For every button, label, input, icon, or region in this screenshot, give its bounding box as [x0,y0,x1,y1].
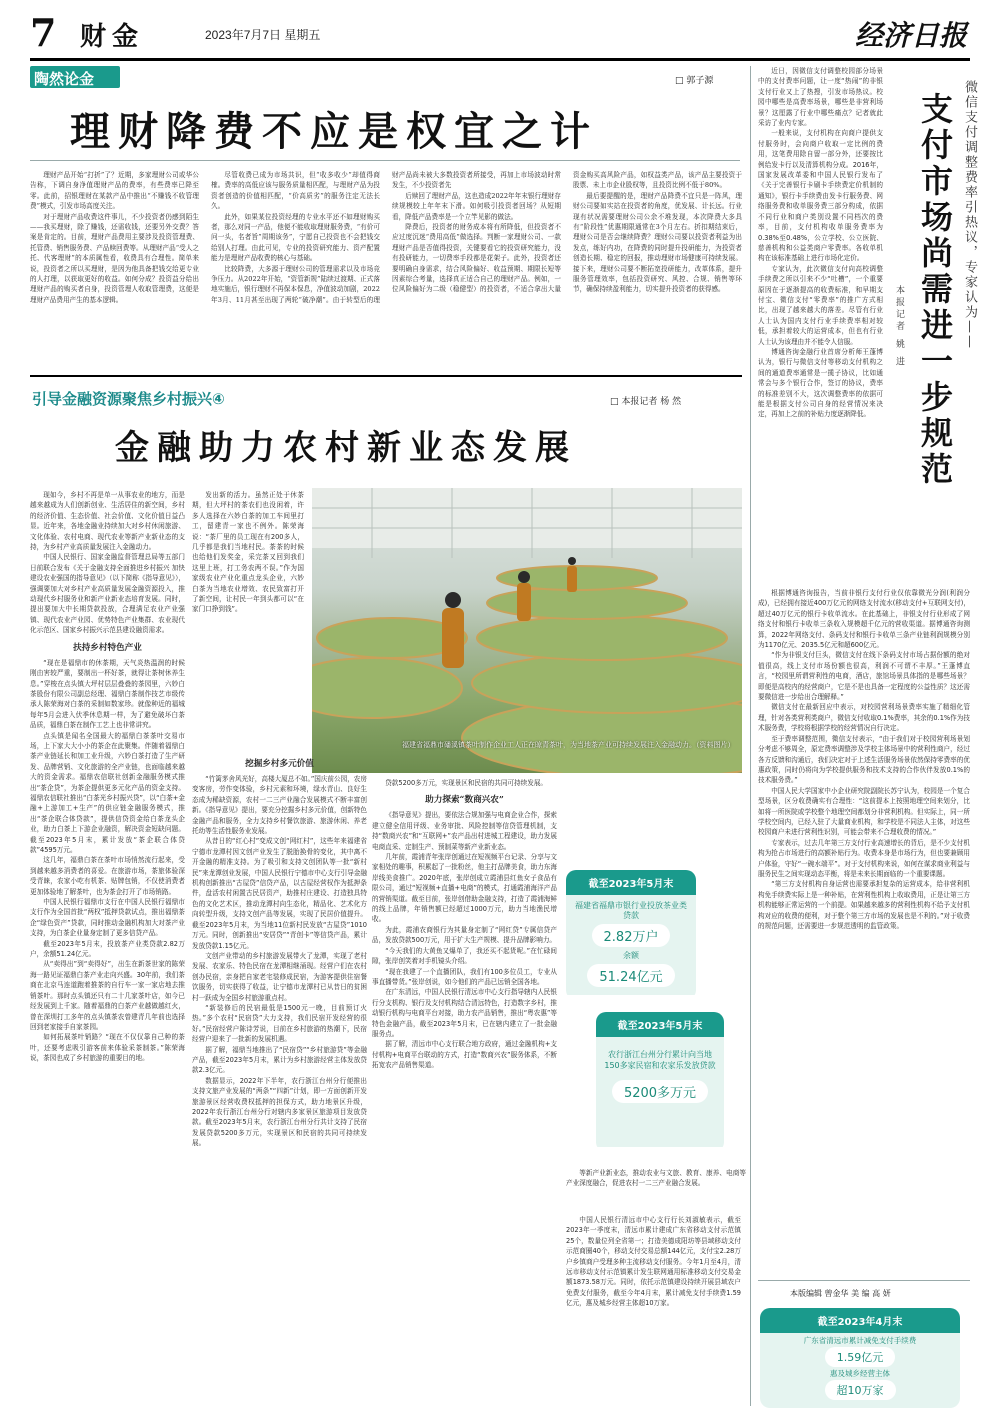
paragraph: 现如今，乡村不再是单一从事农业的地方，而是越来越成为人们创新创业、生活居住的新空间，乡村的经济价值、生态价值、社会价值、文化价值日益凸显。近年来，各地金融业持续加大对乡村休闲旅游、文化体验、农村电商、现代农业等新产业新业态的支持，为乡村产业高质量发展注入金融动力。 [30,491,185,552]
paragraph: 中国人民银行清远市中心支行行长刘淑敏表示，截至2023年一季度末，清远市累计建成广东省移动支付示范镇25个，数量位列全省第一；打造美德成阳坊等县域移动支付示范商圈40个，移动支付交易总额144亿元，支付宝2.28万户乡镇商户受理多种主流移动支付服务。今年1月至4月，清远市移动支付示范镇累计发生联网通用标准移动支付交易金额1873.58万元。同时，依托示范镇建设持续开展县域农户免费支付服务，截至今年4月末，累计减免支付手续费1.59亿元，惠及城乡经营主体超10万家。 [566,1216,741,1308]
paragraph: 从昔日的“红心村”变成文创“网红村”，这些年来福建省宁德市龙潭村因文创产业发生了脱胎换骨的变化，其中离不开金融的精准支持。为了吸引和支持文创团队等一批“新村民”来龙潭创业发展，中国人民银行宁德市中心支行引导金融机构创新推出“古屋贷”信贷产品，以古屋经营权作为抵押条件，盘活农村闲置古民居资产，助推村庄建设、打造独具特色的文化艺术区，推动龙潭村向生态化，精品化、艺术化方向转型升级，支持文创产品等发展，实现了民居价值提升。截至2023年5月末，为当地11位新村民发放“古屋贷”1010万元。同时，创新推出“安居贷”“青创卡”等信贷产品，累计发放贷款1.15亿元。 [192,837,367,950]
stat-box-fuding [566,870,696,1000]
paragraph: 近日，因微信支付调整校园部分场景中的支付费率问题，让一度“热闹”的非银支付行业又上了热搜，引发市场热议。校园中哪些是高费率场景，哪些是非营利场景？这厘露了行业中哪些痛点？记者就此采访了业内专家。 [758,67,883,128]
paragraph: 微信支付在最新回应中表示，对校园营利场景费率实施了精细化管理，针对各类营利类商户，微信支付收取0.1%费率，其余的0.1%作为技术服务费，学校将根据学校的经营情况自行决定。 [758,703,970,733]
stat-label: 惠及城乡经营主体 [830,1369,890,1378]
divider-1 [30,160,740,161]
masthead [0,0,1000,62]
article-1-body [30,170,742,370]
column-author: □ 郭子源 [675,76,714,86]
article-3-bottom [758,588,970,1278]
paragraph: 贷款5200多万元，实现景区和民宿的共同可持续发展。 [385,779,548,787]
paragraph: 为此，霞浦农商银行为其量身定制了“网红贷”专属信贷产品，发放贷款500万元，用于扩大生产规模、提升品牌影响力。 [372,925,557,945]
paragraph: “今天我们的大黄鱼又爆单了，我还买不起货呢。”在忙碌间隙，张岸创笑着对手机镜头介绍。 [372,946,557,966]
paragraph: 截至2023年5月末，投放茶产业类贷款2.82万户，余额51.24亿元。 [30,939,185,959]
paragraph: “现在我建了一个直播团队，我们有100多位员工，专业从事直播带货。”张岸创说，如今他们的产品已远销全国各地。 [372,967,557,986]
editor-divider [758,1280,970,1281]
article-2-col-c [192,752,367,1407]
stat-box-taizhou [596,1012,724,1152]
headline-1: 理财降费不应是权宜之计 [70,108,598,155]
paragraph: 据了解，福鼎当地推出了“民宿贷”“乡村旅游贷”等金融产品，截至2023年5月末，累计为乡村旅游经营主体发放贷款2.3亿元。 [192,1045,367,1075]
paragraph: 几年前，霞浦青年张岸创通过在短视频平台记录、分享与文家相处的趣事，积累起了一批粉丝，他主打品牌美食，助力东海岸线美食推广。2020年底，张岸创成立霞浦县红鱼女子食品有限公司，通过“短视频+直播+电商”的模式，打通霞浦海洋产品的营销渠道。截至目前，张岸创借助金融支持，打造了霞浦海鲜的线上品牌，年销售额已经超过1000万元，助力当地渔民增收。 [372,853,557,924]
paragraph: 等新产业新业态，推动农业与文旅、教育、康养、电商等产业深度融合，促进农村一二三产业融合发展。 [566,1169,746,1188]
paragraph: 中国人民银行福鼎市支行在中国人民银行福鼎市支行作为全国首批“两权”抵押贷款试点，推出福鼎茶企“绿色资产”贷款，同时推动金融机构加大对茶产业支持，为白茶企业量身定制了更多信贷产品。 [30,898,185,938]
paper-logo: 经济日报 [855,19,968,52]
paragraph: 专家表示，过去几年第三方支付行业高速增长的背后，是不少支付机构为抢占市场进行的高额补贴行为。收费本身是市场行为，但也要兼顾用户体验，守好“一碗水端平”。对于支付机构来说，如何在谋求商业利益与服务民生之间实现动态平衡，将是未来长期面临的一个重要课题。 [758,838,970,878]
paragraph: “作为非银支付巨头，微信支付在线下条码支付市场占据份额的绝对值很高，线上支付市场份额也很高，利润不可谓不丰厚。”王蓬博直言，“校园里所谓营利性的电商，酒店，旅馆场景具体指的是哪些场景？即便是高校内的经营商户，它是不是也具备一定程度的公益性质？这还需要微信进一步给出合理解释。” [758,651,970,702]
subhead: 挖掘乡村多元价值 [245,759,314,769]
editor-credit: 本版编辑 曾金华 美 编 高 妍 [790,1289,891,1298]
paragraph: 从“卖得出”到“卖得好”，出生在新茶世家的陈荣海一路见证福鼎白茶产业走向兴盛。30年前，我们茶商在北京马连道跑着推茶的自行车一家一家店地去推销茶叶。那时点头镇还只有二十几家茶叶店，如今已经发展到上千家。随着福鼎的白茶产业越做越红火，曾在深圳打工多年的点头镇茶农曾建青几年前也选择回到老家接手自家茶园。 [30,960,185,1031]
paragraph: 比较降费，大多源于理财公司的管理需求以及市场竞争压力。从2022年开始，“资管新规”陆续过渡期、正式落地实施后，银行理财不再保本保息，净值波动加剧，2022年3月、11月甚至出现了两轮“破净潮”。由于转型后的理财产品尚未被大多数投资者所接受，再加上市场波动时常发生，不少投资者先 [211,171,561,304]
stat-head: 截至2023年4月末 [760,1308,960,1333]
photo-illustration [312,488,742,773]
paragraph: “现在是福鼎市的休茶期，天气炎热温润的时候刚由害较严重，要制出一杯好茶，就得让茶树休养生息。”穿梭在点头镇大坪村层层叠叠的茶园里，六妙白茶股份有限公司副总经理、福鼎白茶制作技艺市级传承人陈荣海对白茶的采制如数家珍。就像种近的福城每年5月会进入伏季休息期一样，为了避免破坏白茶品质，福鼎白茶在制作工艺上也非常讲究。 [30,658,185,730]
article-2-col-a [30,490,185,1405]
paragraph: 专家认为，此次微信支付向高校调整手续费之所以引来不少“吐槽”，一个重要原因在于逐渐提高的收费标准，和早期支付宝、微信支付“零费率”的推广方式相比，出现了越来越大的落差。尽管有行业人士认为国内支付行业手续费率相对较低，承担着较大的运营成本，但也有行业人士认为该理由并不能令人信服。 [758,264,883,346]
paragraph: 一般来说，支付机构在向商户提供支付服务时，会向商户收取一定比例的费用，这笔费用除自留一部分外，还要按比例给发卡行以及清算机构分成。2016年，国家发展改革委和中国人民银行发布了《关于完善银行卡刷卡手续费定价机制的通知》，银行卡手续费由发卡行服务费、网络服务费和收单服务费三部分构成，依据不同行业和商户类别设置不同档次的费率，目前，支付机构收单服务费率为0.38%至0.48%，公立学校、公立医院、慈善机构和公益类商户零费率。各收单机构在该标准基础上进行市场化定价。 [758,129,883,263]
paragraph: 理财产品开始“打折”了？近期，多家理财公司或华公告称，下调自身净值理财产品的费率，有些费率已降至零。此前，招银理财在某款产品中推出“不赚钱不收管理费”模式，引发市场高度关注。 [30,171,199,211]
paragraph: 尽管收费已成为市场共识，但“收多收少”却值得商榷。费率的高低应该与服务质量相匹配，与理财产品为投资者创造的价值相匹配，“价高质劣”的服务注定无法长久。 [211,171,380,211]
column-label: 陶然论金 [34,70,95,88]
headline-2: 金融助力农村新业态发展 [115,428,577,468]
stat-value: 1.59亿元 [825,1347,896,1367]
stat-value: 2.82万户 [592,924,671,947]
column-divider [750,66,751,1406]
masthead-rule [30,58,970,61]
article-2-col-f [566,1215,741,1405]
stat-value: 5200多万元 [612,1080,708,1103]
subhead: 扶持乡村特色产业 [73,642,142,653]
photo-caption: 福建省福鼎市磻溪镇茶叶制作企业工人正在晾青茶叶，为当地茶产业可持续发展注入金融动力。（资料图片） [402,741,735,749]
paragraph: 数据显示，2022年下半年，农行浙江台州分行便推出支持文旅产业发展的“两条”“四新”计划，即一方面创新开发旅游景区经营收费权抵押的担保方式，助力地景区升级，2022年农行浙江台州分行对辖内多家景区旅游项目发放贷款。截至2023年5月末，农行浙江台州分行共计支持了民宿发展贷款5200多万元，实现景区和民宿的共同可持续发展。 [192,1076,367,1148]
paragraph: 后赎回了理财产品，这也造成2022年年末银行理财存续规模较上年年末下滑。如何吸引投资者回场？从短期看，降低产品费率是一个立竿见影的做法。 [392,191,561,221]
column-3-author: 本报记者 姚 进 [894,285,904,369]
series-label: 引导金融资源聚焦乡村振兴④ [32,390,225,408]
stat-value: 51.24亿元 [587,964,674,987]
stat-box-qingyuan [760,1308,960,1408]
stat-head: 截至2023年5月末 [566,870,696,895]
stat-head: 截至2023年5月末 [596,1012,724,1037]
article-2-author: □ 本报记者 杨 然 [610,397,682,407]
paragraph: “新装修后的民宿最低是1500元一晚，目前预订火热。”多个农村“民宿贷”大力支持，我们民宿开发经营的很好。”民宿经营户陈诗芳说，目前在乡村旅游的热潮下，民宿经营户迎来了一批新的发展机遇。 [192,1003,367,1044]
article-2-col-e [566,1168,746,1208]
paragraph: 对于理财产品收费这件事儿，不少投资者仍感到陌生——我买理财，除了赚钱，还需收钱，还要另外交费？答案是肯定的。目前，理财产品费用主要涉及投资管理费、托管费、销售服务费、产品赎回费等。从理财产品“受人之托、代客理财”的本质属性看，收费具有合理性。简单来说，投资者之所以买理财，是因为他具备把钱交给更专业的人打理，以获取更好的收益。如何分成？投资益分给出理财产品的购买者自身，投资管理人收取管理费，这便是理财产品费用产生的基本逻辑。 [30,212,199,304]
paragraph: 这几年，福鼎白茶在茶叶市场悄然流行起来，受到越来越多消费者的喜爱。在旅游市场，茶旅体验深受青睐，农家小吃有机茶、贴牌包销，不仅使消费者更加体验地了解茶叶，也为茶企打开了市场销路。 [30,856,185,896]
stat-sub: 农行浙江台州分行累计向当地150多家民宿和农家乐发放贷款 [604,1050,716,1070]
section-rule [30,375,742,377]
paragraph: 博通咨询金融行业首席分析师王蓬博认为，银行与微信支付等移动支付机构之间的通道费率通常是一揽子协议，比如通常会与多个银行合作，签订的协议，费率的标准差别不大，这次调整费率的依据可能是根据支付公司自身的经营情况来决定，再加上之前的补贴力度逐渐降低。 [758,347,883,419]
article-2-col-d [372,778,557,1403]
headline-3: 支付市场尚需进一步规范 [916,92,954,488]
paragraph: 点头镇是闻名全国最大的福鼎白茶茶叶交易市场，上下家大大小小的茶企在此聚集。伴随着福鼎白茶产业链延长和加工业升级，六妙白茶打造了生产研发、品牌营销、文化旅游的全产业链，也面临越来越大的资金需求。福鼎农信联社创新金融服务模式推出“茶企贷”，为茶企提供更多元化产品的资金支持。福鼎农信联社推出“白茶光乡村振兴贷”，以“白茶+金融+上游加工+生产”的供应链金融服务模式，推出“茶企联合体贷款”，提供信贷资金给白茶龙头企业，助力白茶上下游企业融资，解决资金短缺问题。截至2023年5月末，累计发放“茶企联合体贷款”4595万元。 [30,731,185,854]
paragraph: “第三方支付机构自身运营也需要承担复杂的运营成本，给非营利机构免手续费实际上是一种补贴，在营利性机构上收取费用，正是让第三方机构能够正常运营的一个前提。如果越来越多的营利性机构不给予支付机构对应的收费的便利，对于整个第三方市场的发展也是不利的。”对于收费的规范问题，还需要进一步规范透明的监管政策。 [758,880,970,930]
subhead: 助力探索“数商兴农” [425,795,504,806]
paragraph: 如何拓展茶叶销路？“现在不仅仅靠自己种的茶叶，还要考虑吸引游客前来体验采茶制茶。”陈荣海说，茶园也成了乡村旅游的重要目的地。 [30,1033,185,1063]
issue-date: 2023年7月7日 星期五 [205,28,321,42]
stat-label: 余额 [623,951,639,960]
article-3-top [758,66,883,586]
paragraph: 发出新的活力。虽然正处于休茶期，但大坪村的茶农们也没闲着，许多人选择在六妙白茶的加工车间里打工，留建青一家也不例外。陈荣海说：“茶厂里的员工现在有200多人，几乎都是我们当地村民。茶茶的时候也给他们发奖金，采完茶又回到我们这里上班，打工务农两不误。”作为国家级农业产业化重点龙头企业，六妙白茶为当地农业增效、农民致富打开了新空间，让村民一年到头都可以“在家门口挣到钱”。 [192,491,304,614]
stat-value: 超10万家 [825,1380,896,1400]
paragraph: 在广东清远，中国人民银行清远市中心支行指导辖内人民银行分支机构、银行及支付机构结合清远特色，打造数字乡村，推动银行机构与电商平台对接，助力农产品销售，推出“粤农惠”等特色金融产品，截至2023年5月末，已在辖内建立了一批金融服务点。 [372,988,557,1038]
section-name: 财金 [80,22,145,52]
article-2-col-b [192,490,304,748]
paragraph: 《指导意见》提出，要依法合规加强与电商企业合作，探索建立健全信用评级、业务审批、风险控制等信贷管理机制，支持“数商兴农”和“互联网+”农产品出村进城工程建设，助力发展电商直采、定制生产、预制菜等新产业新业态。 [372,811,557,851]
paragraph: 中国人民大学国家中小企业研究院副院长苏宁认为，校园是一个复合型场景，区分收费确实有合理性：“这前提本上按照地理空间来划分，比如将一所医院或学校整个地理空间都划分非营利机构。但实际上，同一所学校空间内，已经入驻了大量商业机构，和学校是不同法人主体，对这些校园商户未进行营利性识别，可能会带来不合理收费的情况。” [758,786,970,837]
paragraph: 据了解，清远市中心支行联合地方政府，通过金融机构+支付机构+电商平台联动的方式，打造“数商兴农”服务体系，不断拓宽农产品销售渠道。 [372,1040,557,1070]
paragraph: 降费后，投资者的财务成本将有所降低，但投资者不应过度沉迷“费用高低”做选择。判断一家理财公司、一款理财产品是否值得投资，关键要看它的投资研究能力，没有投研能力，一切费率手段都是花架子。此外，投资者还要明确自身需求，结合风险偏好、收益预期、期限长短等因素综合考量，选择真正适合自己的理财产品。例如，一位风险偏好为二级（稳健型）的投资者，不适合拿出大量资金购买高风险产品，如权益类产品，该产品主要投资于股票、未上市企业股权等，且投资比例不低于80%。 [392,171,742,294]
stat-sub: 福建省福鼎市银行业投放茶业类贷款 [575,901,687,920]
tea-factory-photo [312,488,742,773]
page-number: 7 [30,10,57,55]
headline-3-subtitle: 微信支付调整费率引热议，专家认为—— [962,80,977,350]
paragraph: 根据博通咨询报告，当前非银行支付行业仅依靠微光分润(利润分成)，已经拥有接近400万亿元的网络支付流水(移动支付+互联网支付)，超过40万亿元的银行卡收单流水。在此基础上，非银支付行业形成了网络支付和银行卡收单三条收入规模超千亿元的营收渠道。据博通咨询测算，2022年网络支付、条码支付和银行卡收单三条产业链利润规模分别为1170亿元、2035.5亿元和超600亿元。 [758,589,970,650]
paragraph: 文创产业带动的乡村旅游发展带火了龙潭，实现了老村发展、农家乐、特色民宿在龙潭相继涌现。经营户们在农村创办民宿，亲身把自家老宅装修成民宿，为游客提供住宿餐饮服务，切实获得了收益，让宁德市龙潭村已从昔日的贫困村一跃成为全国乡村旅游重点村。 [192,951,367,1002]
paragraph: 至于费率调整范围，微信支付表示，“由于我们对于校园营利场景划分考虑不够周全，原定费率调整涉及学校主体场景中的营利性商户，经过各方反馈和沟通后，我们决定对于上述生活服务场景依然保持零费率的优惠政策，同时仍将向为学校提供服务和技术支持的合作伙伴发放0.1%的技术服务费。” [758,734,970,785]
paragraph: 中国人民银行、国家金融监督管理总局等五部门日前联合发布《关于金融支持全面推进乡村振兴 加快建设农业强国的指导意见》（以下简称《指导意见》），强调要加大对乡村产业高质量发展金融资源投入，推动现代乡村服务业和新产业新业态培育发展。同时，提出要加大中长期贷款投放，合理满足农业产业强镇、现代农业产业园、优势特色产业集群、农业现代化示范区、国家乡村振兴示范县建设融资需求。 [30,553,185,635]
paragraph: 最后要提醒的是，理财产品降费不宜只是一阵风，理财公司要如实站在投资者的角度，优发展、计长远。行业现有状况需要理财公司公余不堆发现，本次降费大多具有“阶段性”优惠期限通常在3个月左右。折扣期结束后，理财公司是否会继续降费？理财公司要以投资者利益为出发点，练好内功，在降费的同时提升投研能力，为投资者创造长期、稳定的回报，推动理财市场健康可持续发展。接下来，理财公司要不断拓宽投研能力，改革体系，提升服务管理效率，包括投资研究、风控、合规、销售等环节，确保持续盈利能力，切实提升投资者的获得感。 [573,191,742,294]
stat-sub: 广东省清远市累计减免支付手续费 [803,1336,917,1345]
paragraph: “竹篱茅舍风光好，高楼大厦总不如。”国庆前公园，农房变客房，劳作变体验，乡村元素和环境，绿水青山、良好生态成为稀缺资源，农村一二三产业融合发展模式不断丰富创新。《指导意见》提出，要充分挖掘乡村多元价值，创新特色金融产品和服务，全力支持乡村餐饮旅游、旅游休闲、养老托幼等生活性服务业发展。 [192,775,367,836]
paragraph: 此外，如果某位投资经理的专业水平还不如理财购买者，那么对同一产品，他便不能收取理财服务费，“有价可问一头，名者旨”周期该务”，宁愿自己投资也不会把钱交给别人打理。由此可见，专业的投资研究能力、资产配置能力是理财产品收费的核心与基础。 [211,212,380,263]
